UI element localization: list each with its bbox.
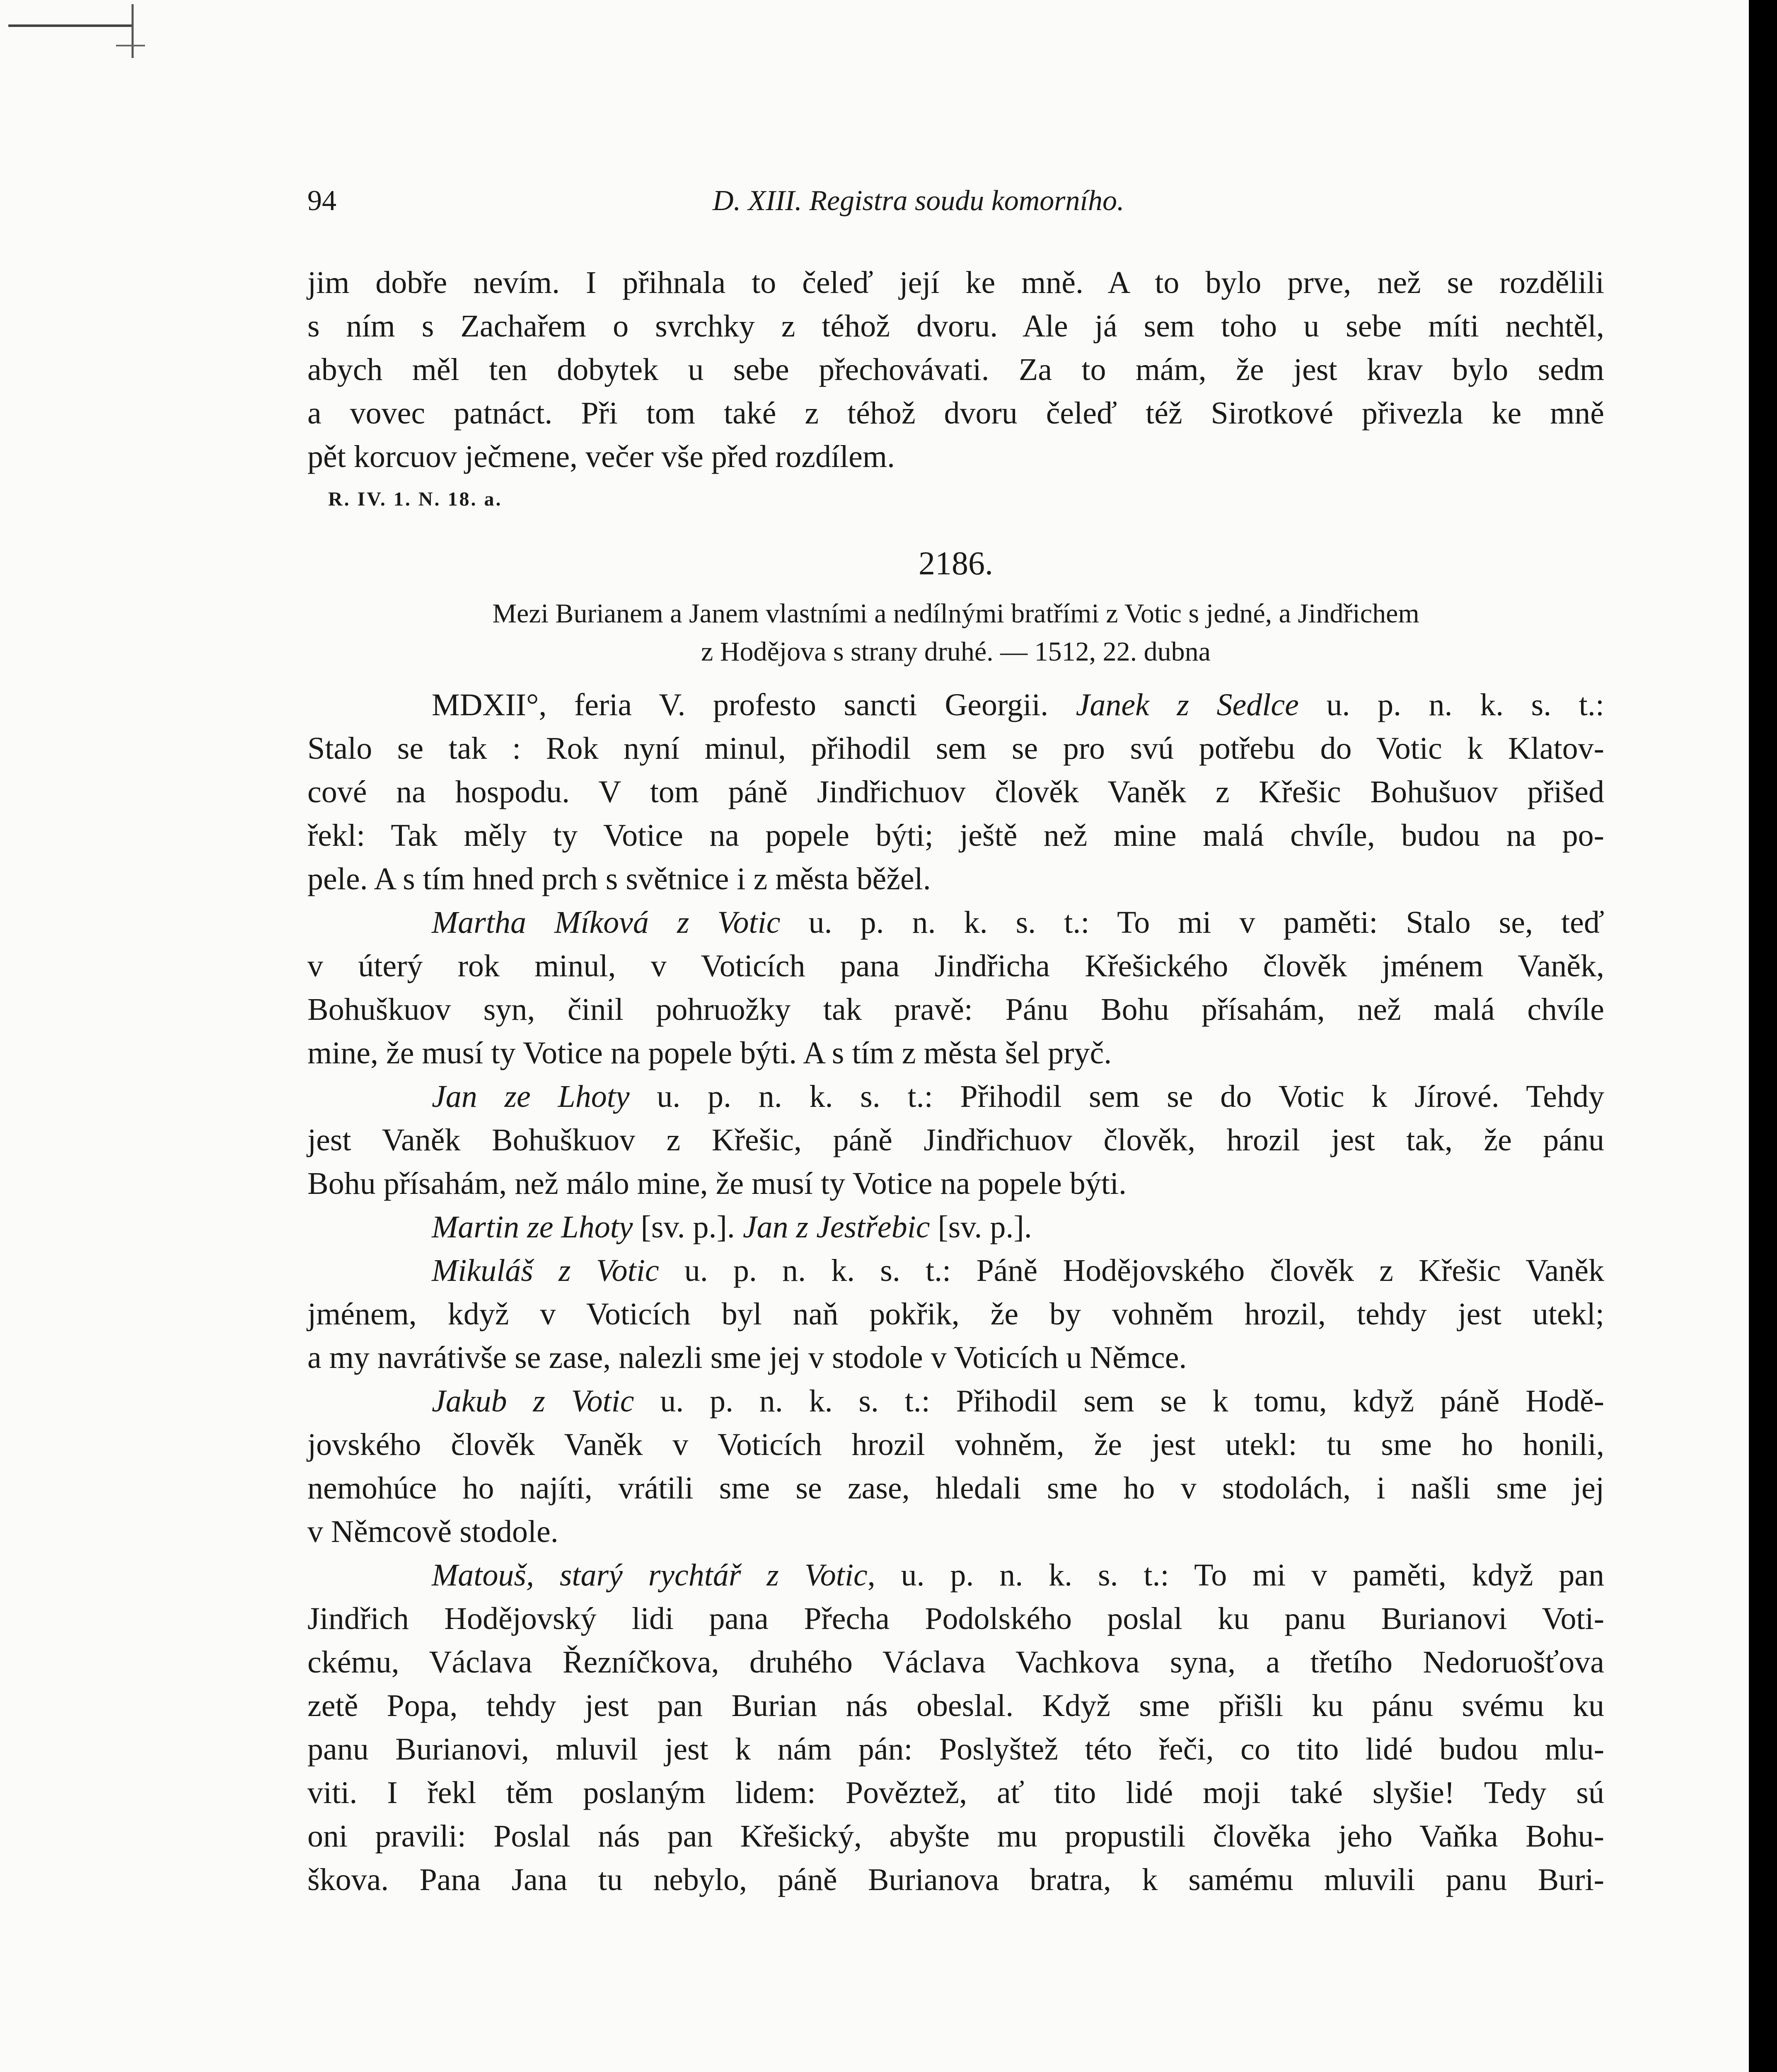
text-line: abych měl ten dobytek u sebe přechovávati. Za to mám, že jest krav bylo sedm bbox=[307, 352, 1604, 387]
text-segment: MDXII°, feria V. profesto sancti Georgii. bbox=[432, 687, 1076, 722]
text-segment: Stalo se tak : Rok nyní minul, přihodil sem se pro svú potřebu do Votic k Klatov- bbox=[307, 731, 1604, 766]
page-body bbox=[307, 261, 1604, 1902]
text-segment: pele. A s tím hned prch s světnice i z města běžel. bbox=[307, 862, 931, 896]
archive-reference: R. IV. 1. N. 18. a. bbox=[328, 488, 503, 510]
witness-name: Jakub z Votic bbox=[432, 1384, 634, 1418]
scan-artifact-corner-mark bbox=[8, 4, 145, 58]
text-line bbox=[307, 1858, 1604, 1902]
text-line bbox=[307, 944, 1604, 988]
text-segment: zetě Popa, tehdy jest pan Burian nás obeslal. Když sme přišli ku pánu svému ku bbox=[307, 1688, 1604, 1723]
text-segment: jovského člověk Vaněk v Voticích hrozil vohněm, že jest utekl: tu sme ho honili, bbox=[307, 1427, 1604, 1462]
witness-name: Janek z Sedlce bbox=[1076, 687, 1299, 722]
summary-line: z Hodějova s strany druhé. — 1512, 22. dubna bbox=[701, 637, 1211, 667]
scan-edge-border bbox=[1749, 0, 1763, 2072]
text-line: pět korcuov ječmene, večer vše před rozdílem. bbox=[307, 439, 895, 474]
text-line bbox=[307, 1031, 1604, 1075]
text-segment: řekl: Tak měly ty Votice na popele býti; ještě než mine malá chvíle, budou na po- bbox=[307, 818, 1604, 853]
witness-name: Matouš, starý rychtář z Votic bbox=[432, 1558, 868, 1593]
text-line bbox=[307, 1684, 1604, 1728]
text-line bbox=[307, 1510, 1604, 1554]
text-segment: oni pravili: Poslal nás pan Křešický, abyšte mu propustili člověka jeho Vaňka Bohu- bbox=[307, 1819, 1604, 1854]
text-line bbox=[307, 1118, 1604, 1162]
text-segment: Bohu přísahám, než málo mine, že musí ty Votice na popele býti. bbox=[307, 1166, 1127, 1201]
text-segment: u. p. n. k. s. t.: Přihodil sem se do Votic k Jírové. Tehdy bbox=[629, 1079, 1604, 1114]
text-line bbox=[307, 1554, 1604, 1597]
text-segment: [sv. p.]. bbox=[930, 1210, 1032, 1244]
text-line bbox=[307, 1380, 1604, 1423]
text-line bbox=[307, 857, 1604, 901]
text-line bbox=[307, 1205, 1604, 1249]
text-segment: u. p. n. k. s. t.: bbox=[1298, 687, 1604, 722]
witness-name: Martin ze Lhoty bbox=[432, 1210, 633, 1244]
text-segment: v úterý rok minul, v Voticích pana Jindřicha Křešického člověk jménem Vaněk, bbox=[307, 949, 1604, 983]
page-number: 94 bbox=[307, 185, 336, 217]
text-segment: jménem, když v Voticích byl naň pokřik, že by vohněm hrozil, tehdy jest utekl; bbox=[307, 1297, 1604, 1331]
text-segment: a my navrátivše se zase, nalezli sme jej v stodole v Voticích u Němce. bbox=[307, 1340, 1187, 1375]
text-segment: u. p. n. k. s. t.: To mi v paměti: Stalo se, teď bbox=[780, 905, 1604, 940]
entry-summary bbox=[307, 595, 1604, 671]
text-segment: cové na hospodu. V tom páně Jindřichuov člověk Vaněk z Křešic Bohušuov přišed bbox=[307, 775, 1604, 809]
witness-name: Martha Míková z Votic bbox=[432, 905, 781, 940]
text-line: s ním s Zachařem o svrchky z téhož dvoru. Ale já sem toho u sebe míti nechtěl, bbox=[307, 309, 1604, 344]
witness-name: Jan ze Lhoty bbox=[432, 1079, 630, 1114]
text-line bbox=[307, 1597, 1604, 1641]
text-segment: ckému, Václava Řezníčkova, druhého Václava Vachkova syna, a třetího Nedoruošťova bbox=[307, 1645, 1604, 1680]
text-line bbox=[307, 988, 1604, 1031]
witness-name: Jan z Jestřebic bbox=[742, 1210, 930, 1244]
text-line bbox=[307, 814, 1604, 857]
text-line bbox=[307, 727, 1604, 770]
witness-name: Mikuláš z Votic bbox=[432, 1253, 659, 1288]
text-line bbox=[307, 683, 1604, 727]
text-segment: , u. p. n. k. s. t.: To mi v paměti, když pan bbox=[867, 1558, 1604, 1593]
text-segment: u. p. n. k. s. t.: Páně Hodějovského člověk z Křešic Vaněk bbox=[659, 1253, 1605, 1288]
text-segment: mine, že musí ty Votice na popele býti. A s tím z města šel pryč. bbox=[307, 1036, 1112, 1070]
text-segment: panu Burianovi, mluvil jest k nám pán: Poslyštež této řeči, co tito lidé budou mlu- bbox=[307, 1732, 1604, 1767]
running-header bbox=[0, 184, 1763, 234]
text-line bbox=[307, 901, 1604, 944]
text-segment: škova. Pana Jana tu nebylo, páně Burianova bratra, k samému mluvili panu Buri- bbox=[307, 1862, 1604, 1897]
text-segment: Bohuškuov syn, činil pohruožky tak pravě: Pánu Bohu přísahám, než malá chvíle bbox=[307, 992, 1604, 1027]
intro-paragraph bbox=[307, 261, 1604, 479]
summary-line: Mezi Burianem a Janem vlastními a nedílnými bratřími z Votic s jedné, a Jindřichem bbox=[492, 598, 1419, 629]
text-segment: nemohúce ho najíti, vrátili sme se zase, hledali sme ho v stodolách, i našli sme jej bbox=[307, 1471, 1604, 1506]
text-segment: Jindřich Hodějovský lidi pana Přecha Podolského poslal ku panu Burianovi Voti- bbox=[307, 1601, 1604, 1636]
text-line bbox=[307, 770, 1604, 814]
text-line bbox=[307, 1336, 1604, 1380]
entry-text bbox=[307, 683, 1604, 1902]
text-line bbox=[307, 1075, 1604, 1118]
text-segment: v Němcově stodole. bbox=[307, 1514, 558, 1549]
text-segment: [sv. p.]. bbox=[633, 1210, 743, 1244]
text-line bbox=[307, 1728, 1604, 1771]
text-line: a vovec patnáct. Při tom také z téhož dvoru čeleď též Sirotkové přivezla ke mně bbox=[307, 396, 1604, 431]
text-line bbox=[307, 1162, 1604, 1205]
text-line bbox=[307, 1293, 1604, 1336]
text-line bbox=[307, 1641, 1604, 1684]
text-segment: jest Vaněk Bohuškuov z Křešic, páně Jindřichuov člověk, hrozil jest tak, že pánu bbox=[307, 1123, 1604, 1157]
text-line bbox=[307, 1467, 1604, 1510]
text-segment: viti. I řekl těm poslaným lidem: Pověztež, ať tito lidé moji také slyšie! Tedy sú bbox=[307, 1775, 1604, 1810]
text-line bbox=[307, 1249, 1604, 1293]
text-segment: u. p. n. k. s. t.: Přihodil sem se k tomu, když páně Hodě- bbox=[634, 1384, 1604, 1418]
text-line bbox=[307, 1815, 1604, 1858]
running-title: D. XIII. Registra soudu komorního. bbox=[713, 185, 1124, 217]
entry-number: 2186. bbox=[919, 545, 993, 582]
text-line bbox=[307, 1771, 1604, 1815]
text-line: jim dobře nevím. I přihnala to čeleď její ke mně. A to bylo prve, než se rozdělili bbox=[307, 265, 1604, 300]
text-line bbox=[307, 1423, 1604, 1467]
